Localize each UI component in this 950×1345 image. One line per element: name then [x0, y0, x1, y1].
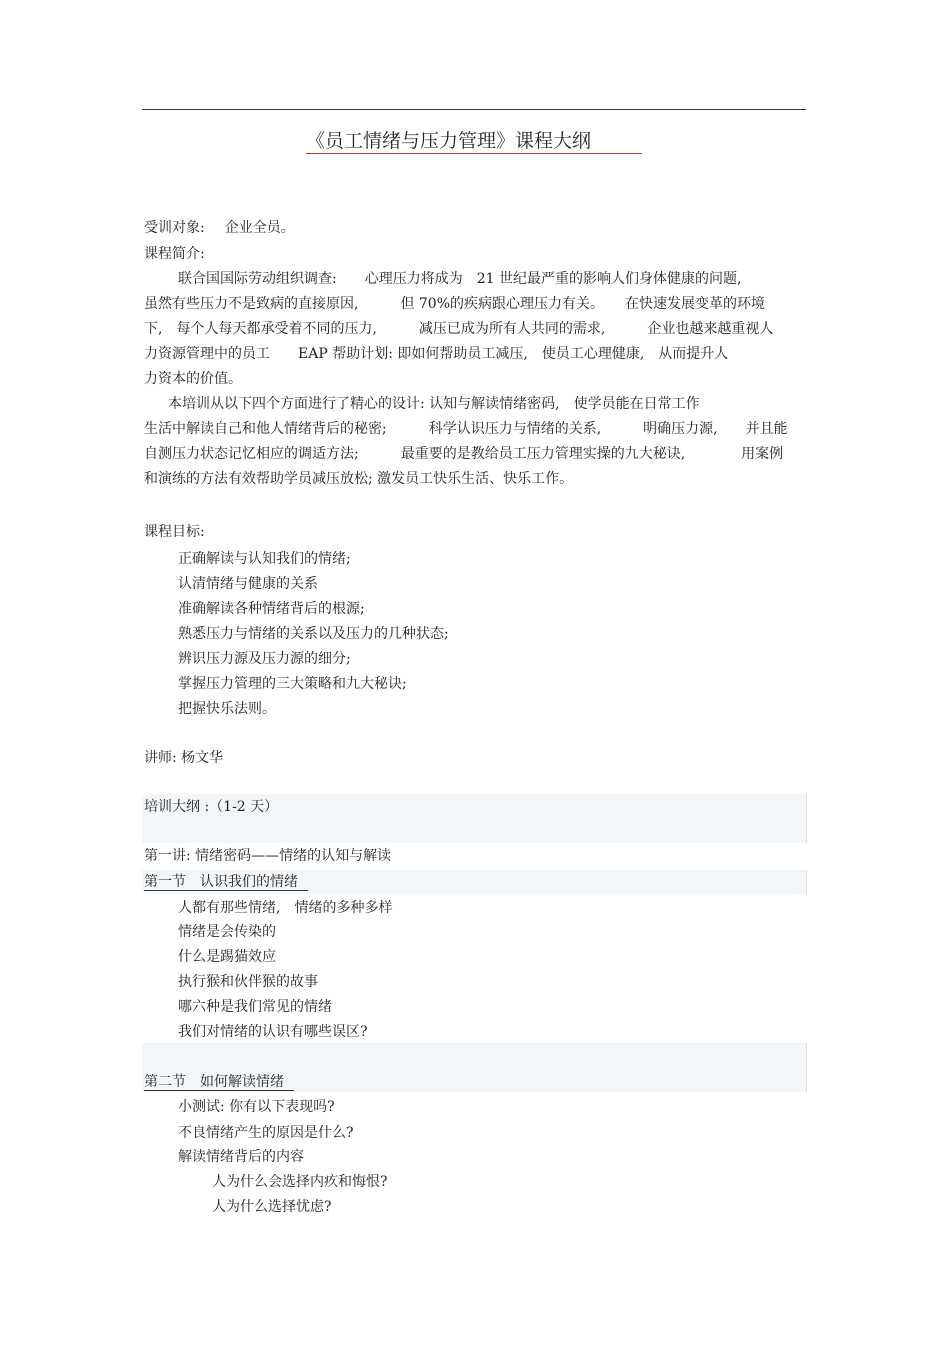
- section-1-item: 我们对情绪的认识有哪些误区?: [178, 1024, 368, 1040]
- audience-value: 企业全员。: [224, 220, 295, 236]
- title-underline: [306, 153, 642, 154]
- section-1-item: 执行猴和伙伴猴的故事: [178, 974, 318, 990]
- section-1-item: 人都有那些情绪, 情绪的多种多样: [178, 900, 393, 916]
- intro-p1-line: 下, 每个人每天都承受着不同的压力, 减压已成为所有人共同的需求, 企业也越来越重视人: [144, 321, 774, 337]
- goal-item: 把握快乐法则。: [178, 701, 276, 717]
- intro-p1-line: 力资本的价值。: [144, 371, 242, 387]
- outline-label: 培训大纲 :（1-2 天）: [144, 799, 279, 815]
- section-1-item: 哪六种是我们常见的情绪: [178, 999, 332, 1015]
- intro-p2-line: 本培训从以下四个方面进行了精心的设计: 认知与解读情绪密码, 使学员能在日常工作: [168, 396, 700, 412]
- section-2-item: 不良情绪产生的原因是什么?: [178, 1125, 354, 1141]
- goal-item: 辨识压力源及压力源的细分;: [178, 651, 351, 667]
- intro-p2-line: 和演练的方法有效帮助学员减压放松; 激发员工快乐生活、快乐工作。: [144, 471, 574, 487]
- lecture-1-title: 第一讲: 情绪密码——情绪的认知与解读: [144, 848, 392, 864]
- section-2-item: 解读情绪背后的内容: [178, 1149, 304, 1165]
- document-title: 《员工情绪与压力管理》课程大纲: [306, 130, 592, 152]
- section-1-item: 什么是踢猫效应: [178, 949, 276, 965]
- goal-item: 正确解读与认知我们的情绪;: [178, 551, 351, 567]
- section-2-item: 小测试: 你有以下表现吗?: [178, 1099, 335, 1115]
- section-2-title-text: 第二节 如何解读情绪: [144, 1074, 294, 1091]
- audience-row: [144, 219, 295, 237]
- section-1-title: [144, 873, 308, 891]
- intro-p1-line: 虽然有些压力不是致病的直接原因, 但 70%的疾病跟心理压力有关。 在快速发展变革的环境: [144, 296, 766, 312]
- section-2-subitem: 人为什么选择忧虑?: [212, 1199, 332, 1215]
- section-1-title-text: 第一节 认识我们的情绪: [144, 874, 308, 891]
- intro-p1-line: 联合国国际劳动组织调查: 心理压力将成为 21 世纪最严重的影响人们身体健康的问题,: [178, 271, 742, 287]
- intro-p2-line: 生活中解读自己和他人情绪背后的秘密; 科学认识压力与情绪的关系, 明确压力源, 并且能: [144, 421, 788, 437]
- goal-item: 掌握压力管理的三大策略和九大秘诀;: [178, 676, 407, 692]
- goal-item: 准确解读各种情绪背后的根源;: [178, 601, 365, 617]
- intro-p1-line: 力资源管理中的员工 EAP 帮助计划: 即如何帮助员工减压, 使员工心理健康, 从而提升人: [144, 346, 729, 362]
- intro-label: 课程简介:: [144, 246, 205, 262]
- goal-item: 认清情绪与健康的关系: [178, 576, 318, 592]
- lecturer: 讲师: 杨文华: [144, 750, 224, 766]
- header-rule: [142, 109, 806, 110]
- goal-item: 熟悉压力与情绪的关系以及压力的几种状态;: [178, 626, 449, 642]
- goals-label: 课程目标:: [144, 524, 205, 540]
- section-2-subitem: 人为什么会选择内疚和悔恨?: [212, 1174, 388, 1190]
- audience-label: 受训对象:: [144, 220, 205, 236]
- section-1-item: 情绪是会传染的: [178, 924, 276, 940]
- intro-p2-line: 自测压力状态记忆相应的调适方法; 最重要的是教给员工压力管理实操的九大秘诀, 用案例: [144, 446, 784, 462]
- section-2-title: [144, 1073, 294, 1091]
